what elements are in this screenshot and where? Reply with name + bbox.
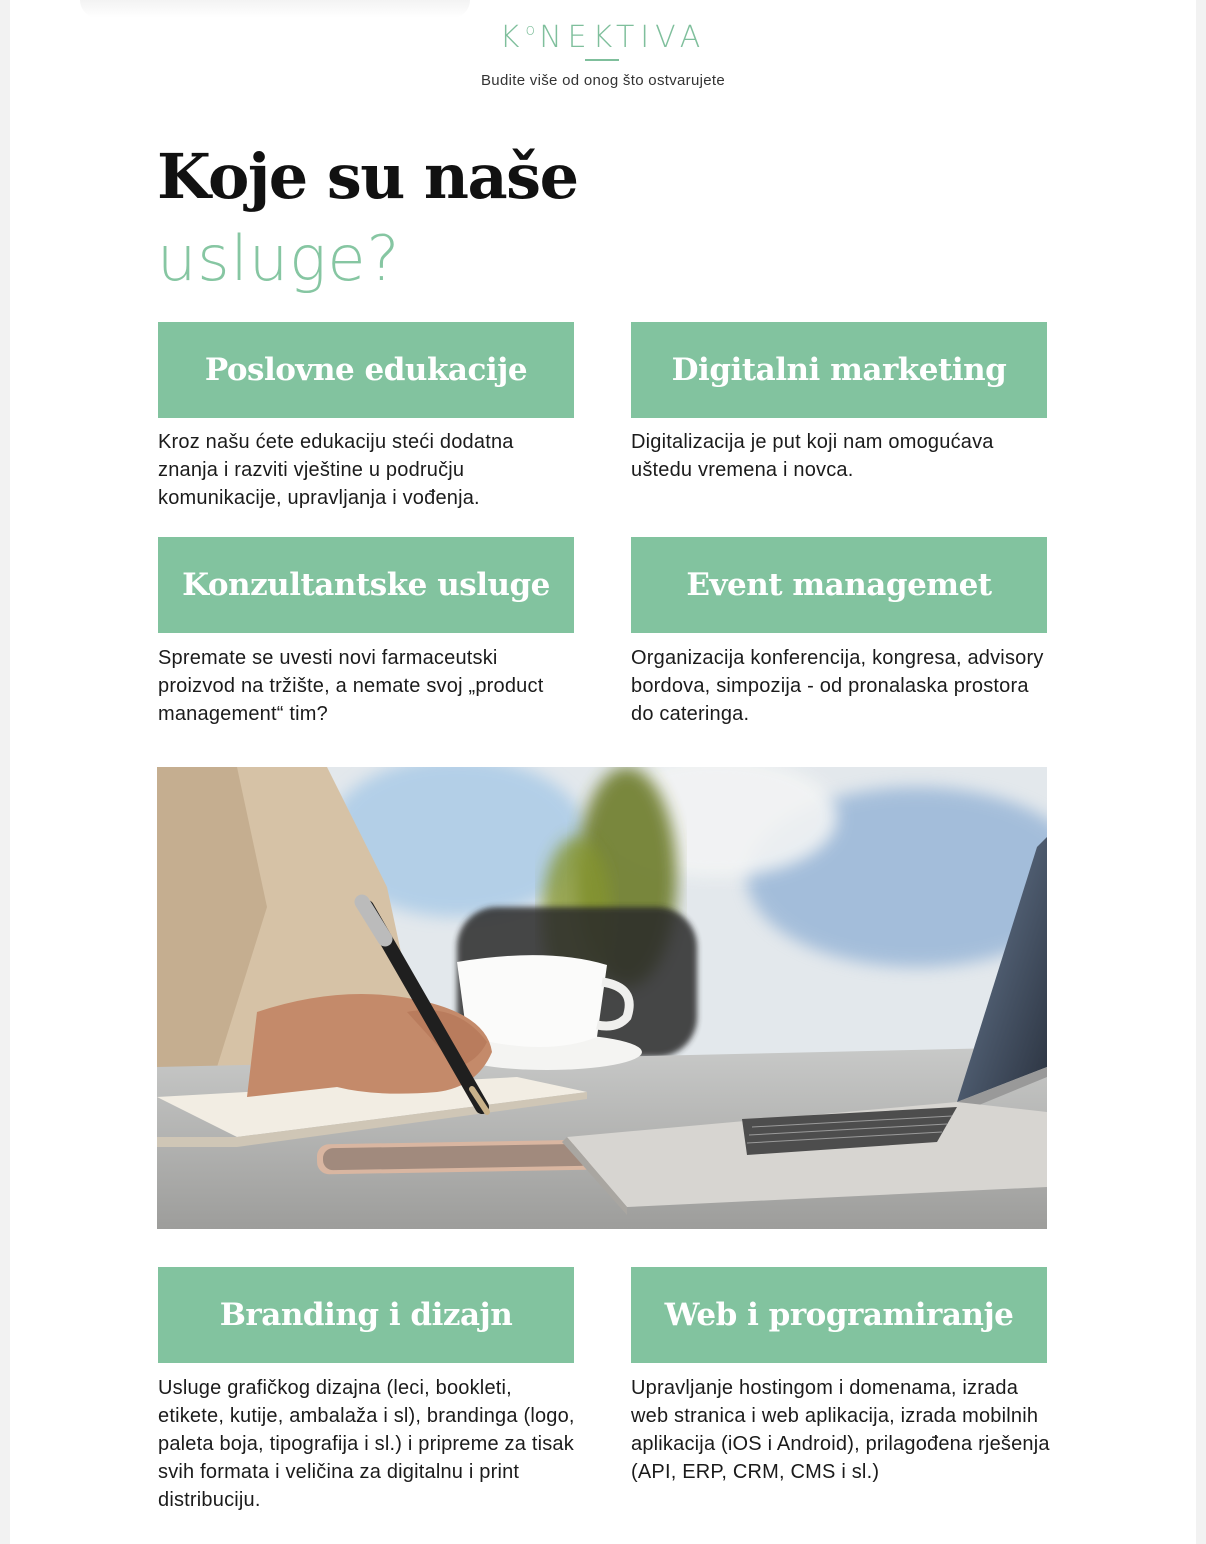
service-desc-konzultantske-usluge: Spremate se uvesti novi farmaceutski proizvod na tržište, a nemate svoj „product management“ tim? [158,647,544,725]
service-title-poslovne-edukacije: Poslovne edukacije [158,322,574,418]
service-desc-poslovne-edukacije: Kroz našu ćete edukaciju steći dodatna znanja i razviti vještine u području komunikacije, upravljanja i vođenja. [158,431,514,509]
service-title-konzultantske-usluge: Konzultantske usluge [158,537,574,633]
service-title-digitalni-marketing: Digitalni marketing [631,322,1047,418]
service-desc-branding-i-dizajn: Usluge grafičkog dizajna (leci, bookleti, etikete, kutije, ambalaža i sl), brandinga (logo, paleta boja, tipografija i sl.) i pripreme za tisak svih formata i veličina za digitalnu i print distribuciju. [158,1377,575,1511]
page-title-line2: usluge? [157,222,401,295]
service-desc-web-i-programiranje: Upravljanje hostingom i domenama, izrada web stranica i web aplikacija, izrada mobilnih aplikacija (iOS i Android), prilagođena rješenja (API, ERP, CRM, CMS i sl.) [631,1377,1050,1483]
top-shadow [80,0,470,18]
service-title-web-i-programiranje: Web i programiranje [631,1267,1047,1363]
tagline: Budite više od onog što ostvarujete [481,72,725,89]
logo-underline [585,59,619,61]
workspace-photo [157,767,1047,1229]
konektiva-logo[interactable]: $K^oNEKTIVA$ [499,20,707,55]
workspace-photo-illustration [157,767,1047,1229]
service-desc-digitalni-marketing: Digitalizacija je put koji nam omogućava uštedu vremena i novca. [631,431,994,481]
page-title-line1: Koje su naše [157,140,578,213]
service-title-branding-i-dizajn: Branding i dizajn [158,1267,574,1363]
service-title-event-management: Event managemet [631,537,1047,633]
service-desc-event-management: Organizacija konferencija, kongresa, advisory bordova, simpozija - od pronalaska prostora do cateringa. [631,647,1044,725]
